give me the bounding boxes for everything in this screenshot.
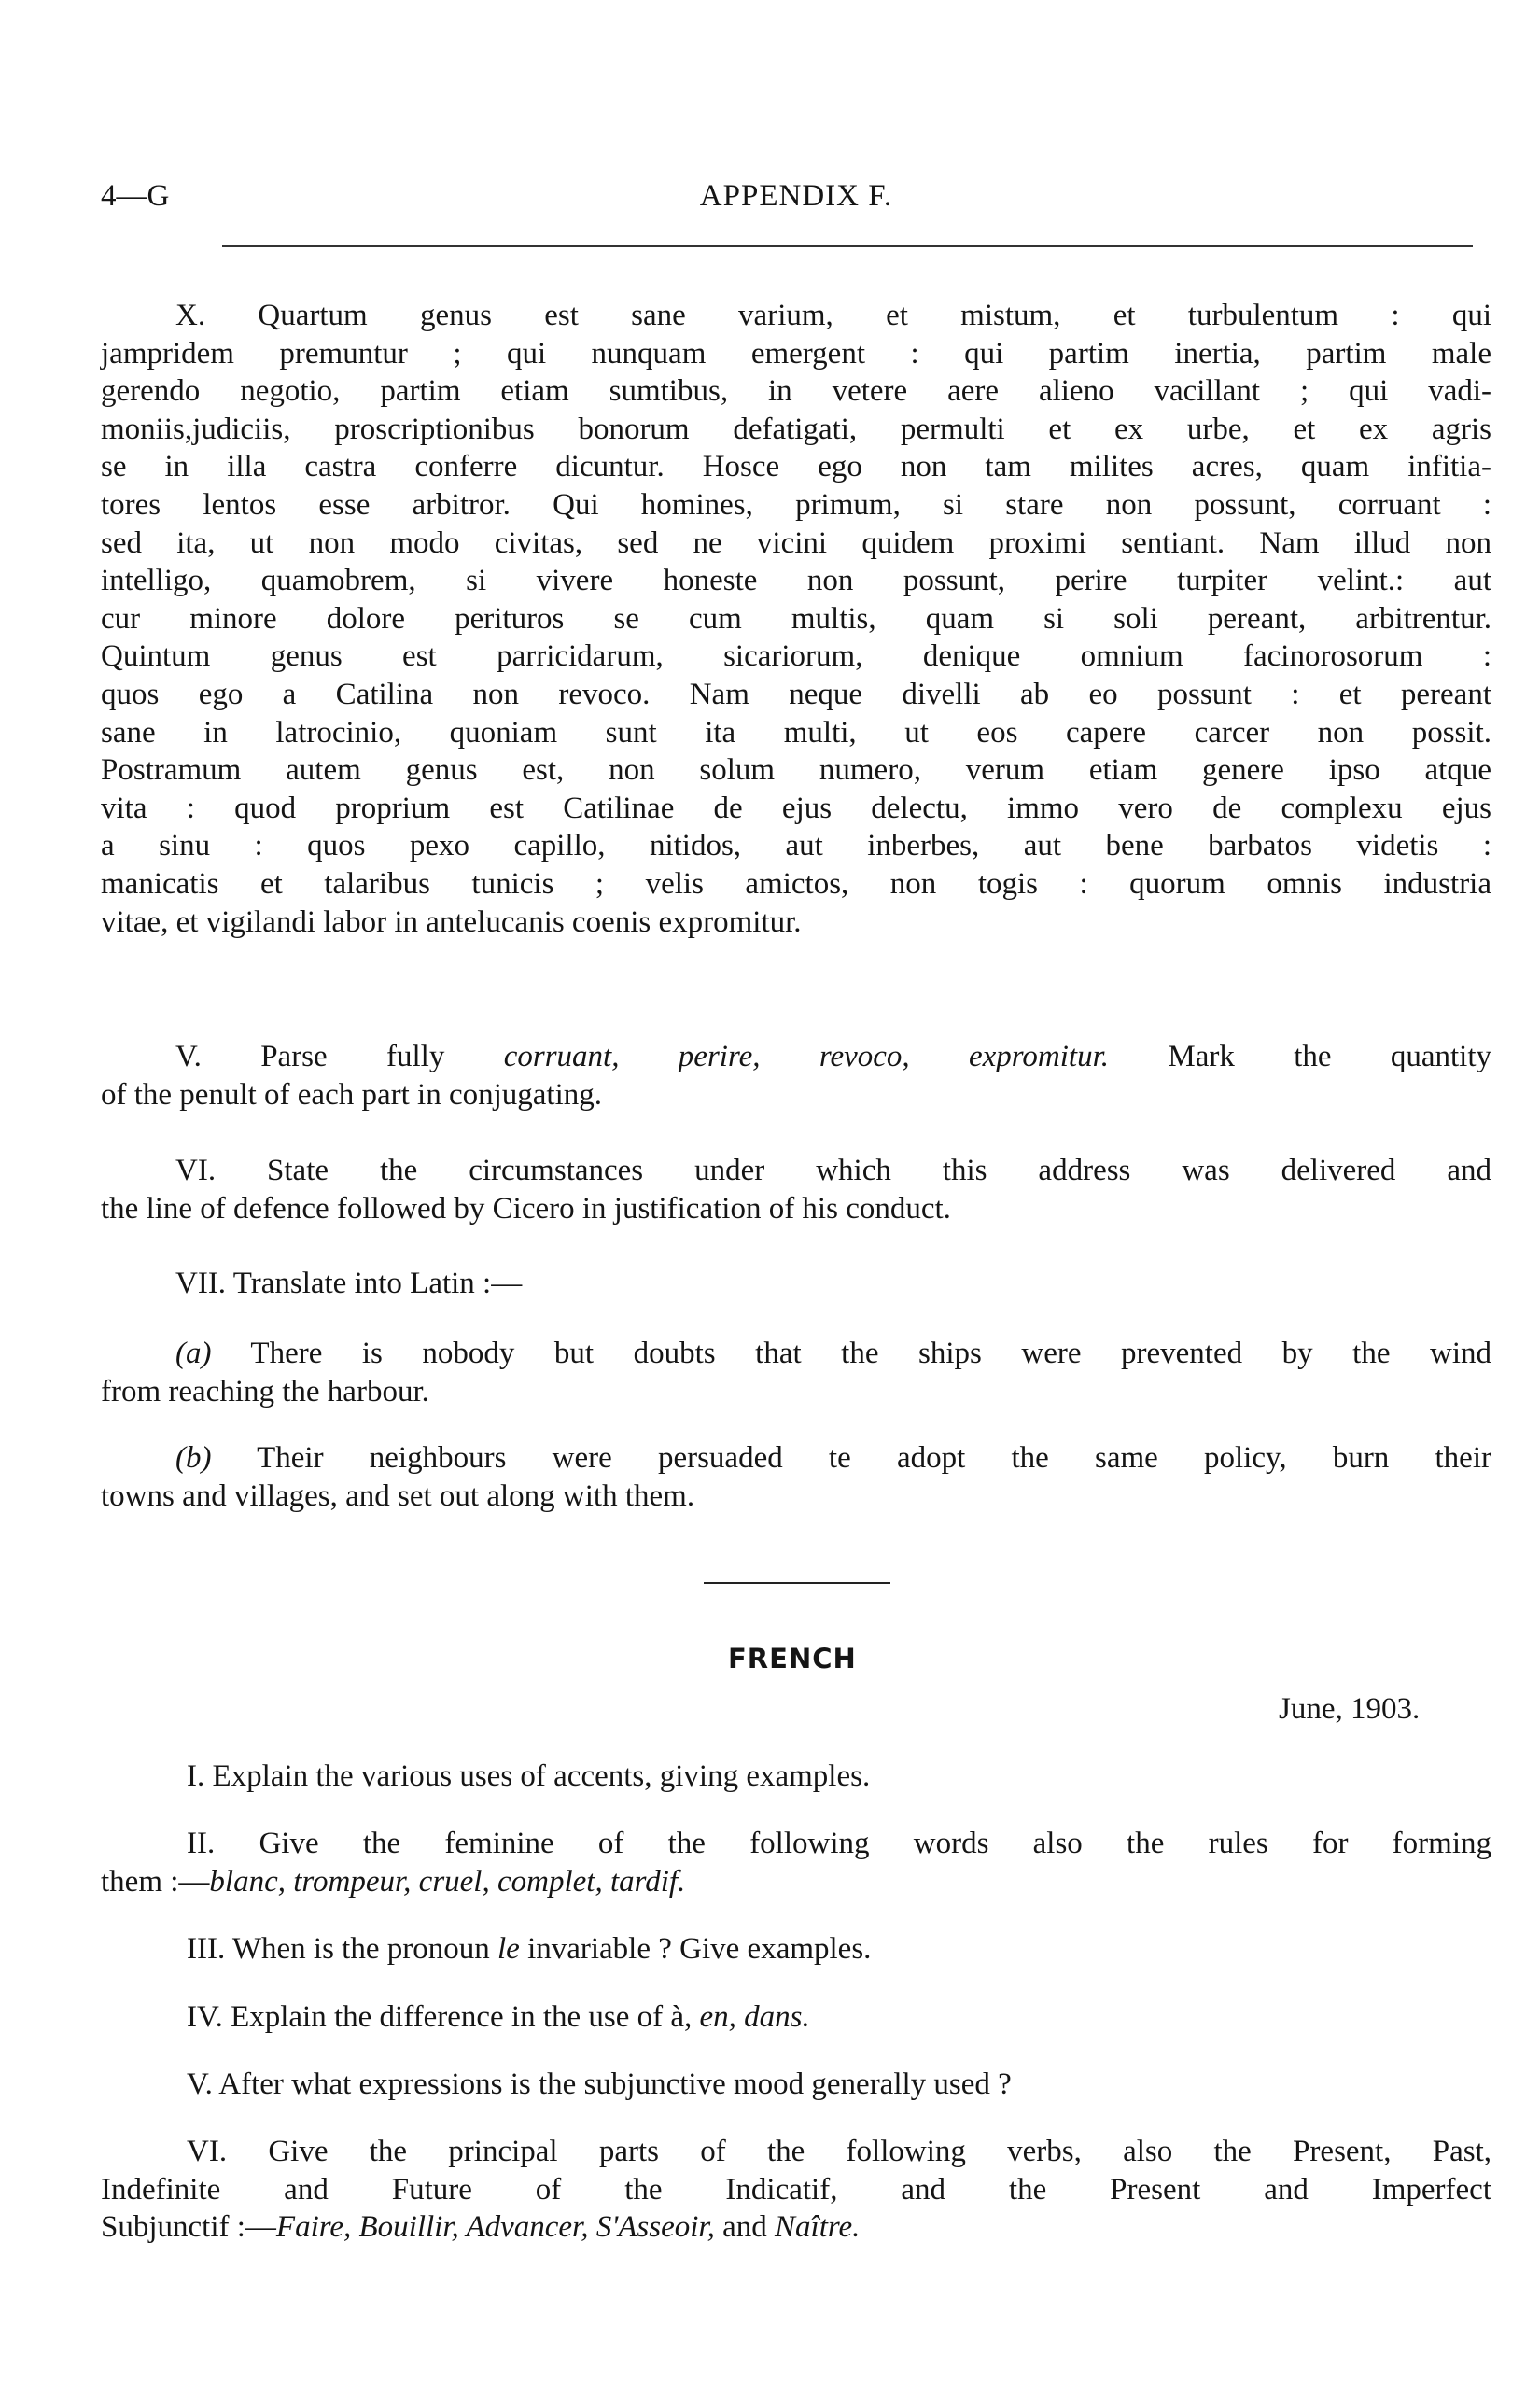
question-5-latin: V. Parse fully corruant, perire, revoco, expromitur. Mark the quantity of the penult of each part in conjugating. [101,1040,1492,1112]
french-question-5: V. After what expressions is the subjunctive mood generally used ? [187,2067,1012,2101]
passage-line: vita : quod proprium est Catilinae de ejus delectu, immo vero de complexu ejus [101,791,1491,825]
passage-line: quos ego a Catilina non revoco. Nam neque divelli ab eo possunt : et pereant [101,677,1491,711]
section-divider [704,1582,890,1584]
latin-passage [101,297,1491,941]
passage-line: manicatis et talaribus tunicis ; velis amictos, non togis : quorum omnis industria [101,866,1491,901]
passage-line: gerendo negotio, partim etiam sumtibus, in vetere aere alieno vacillant ; qui vadi- [101,374,1491,409]
passage-line: moniis,judiciis, proscriptionibus bonorum defatigati, permulti et ex urbe, et ex agris [101,412,1491,446]
french-question-6: VI. Give the principal parts of the following verbs, also the Present, Past, Indefinite and Future of the Indicatif, and the Present and Imperfect Subjunctif :—Faire, Bouillir, Advancer, S'Asseoir, and Naître. [101,2135,1491,2245]
question-7-latin: VII. Translate into Latin :— [175,1267,523,1300]
page-number: 4—G [101,179,170,213]
passage-line: cur minore dolore perituros se cum multis, quam si soli pereant, arbitrentur. [101,601,1491,636]
item-label: (a) [175,1337,212,1370]
question-6-latin: VI. State the circumstances under which this address was delivered and the line of defence followed by Cicero in justification of his conduct. [101,1154,1491,1226]
passage-line: vitae, et vigilandi labor in antelucanis coenis expromitur. [101,904,802,939]
word-list: blanc, trompeur, cruel, complet, tardif. [209,1864,686,1899]
french-question-1: I. Explain the various uses of accents, giving examples. [187,1759,871,1793]
parse-words: corruant, perire, revoco, expromitur. [503,1040,1110,1073]
question-7b: (b) Their neighbours were persuaded te adopt the same policy, burn their towns and villages, and set out along with them. [101,1441,1491,1513]
passage-line: a sinu : quos pexo capillo, nitidos, aut inberbes, aut bene barbatos videtis : [101,829,1491,863]
french-question-3: III. When is the pronoun le invariable ? Give examples. [187,1932,872,1966]
passage-line: Postramum autem genus est, non solum numero, verum etiam genere ipso atque [101,753,1491,788]
item-label: (b) [175,1441,212,1475]
french-question-4: IV. Explain the difference in the use of à, en, dans. [187,2000,810,2034]
exam-date: June, 1903. [1279,1692,1421,1726]
passage-line: tores lentos esse arbitror. Qui homines, primum, si stare non possunt, corruant : [101,487,1491,522]
page-header [101,179,1491,217]
header-rule [222,245,1473,247]
passage-line: X. Quartum genus est sane varium, et mistum, et turbulentum : qui [175,299,1491,332]
passage-line: intelligo, quamobrem, si vivere honeste non possunt, perire turpiter velint.: aut [101,564,1491,598]
french-question-2: II. Give the feminine of the following words also the rules for forming them :—blanc, trompeur, cruel, complet, tardif. [101,1827,1491,1899]
verb-list: Faire, Bouillir, Advancer, S'Asseoir, [275,2210,715,2245]
section-heading-french: FRENCH [728,1643,857,1674]
page-title: APPENDIX F. [699,179,893,213]
question-number: V. [175,1040,202,1073]
passage-line: sed ita, ut non modo civitas, sed ne vicini quidem proximi sentiant. Nam illud non [101,525,1491,560]
passage-line: Quintum genus est parricidarum, sicariorum, denique omnium facinorosorum : [101,639,1491,674]
passage-line: jampridem premuntur ; qui nunquam emergent : qui partim inertia, partim male [101,336,1491,371]
question-7a: (a) There is nobody but doubts that the ships were prevented by the wind from reaching the harbour. [101,1337,1491,1408]
passage-line: sane in latrocinio, quoniam sunt ita multi, ut eos capere carcer non possit. [101,715,1491,750]
passage-line: se in illa castra conferre dicuntur. Hosce ego non tam milites acres, quam infitia- [101,450,1491,484]
